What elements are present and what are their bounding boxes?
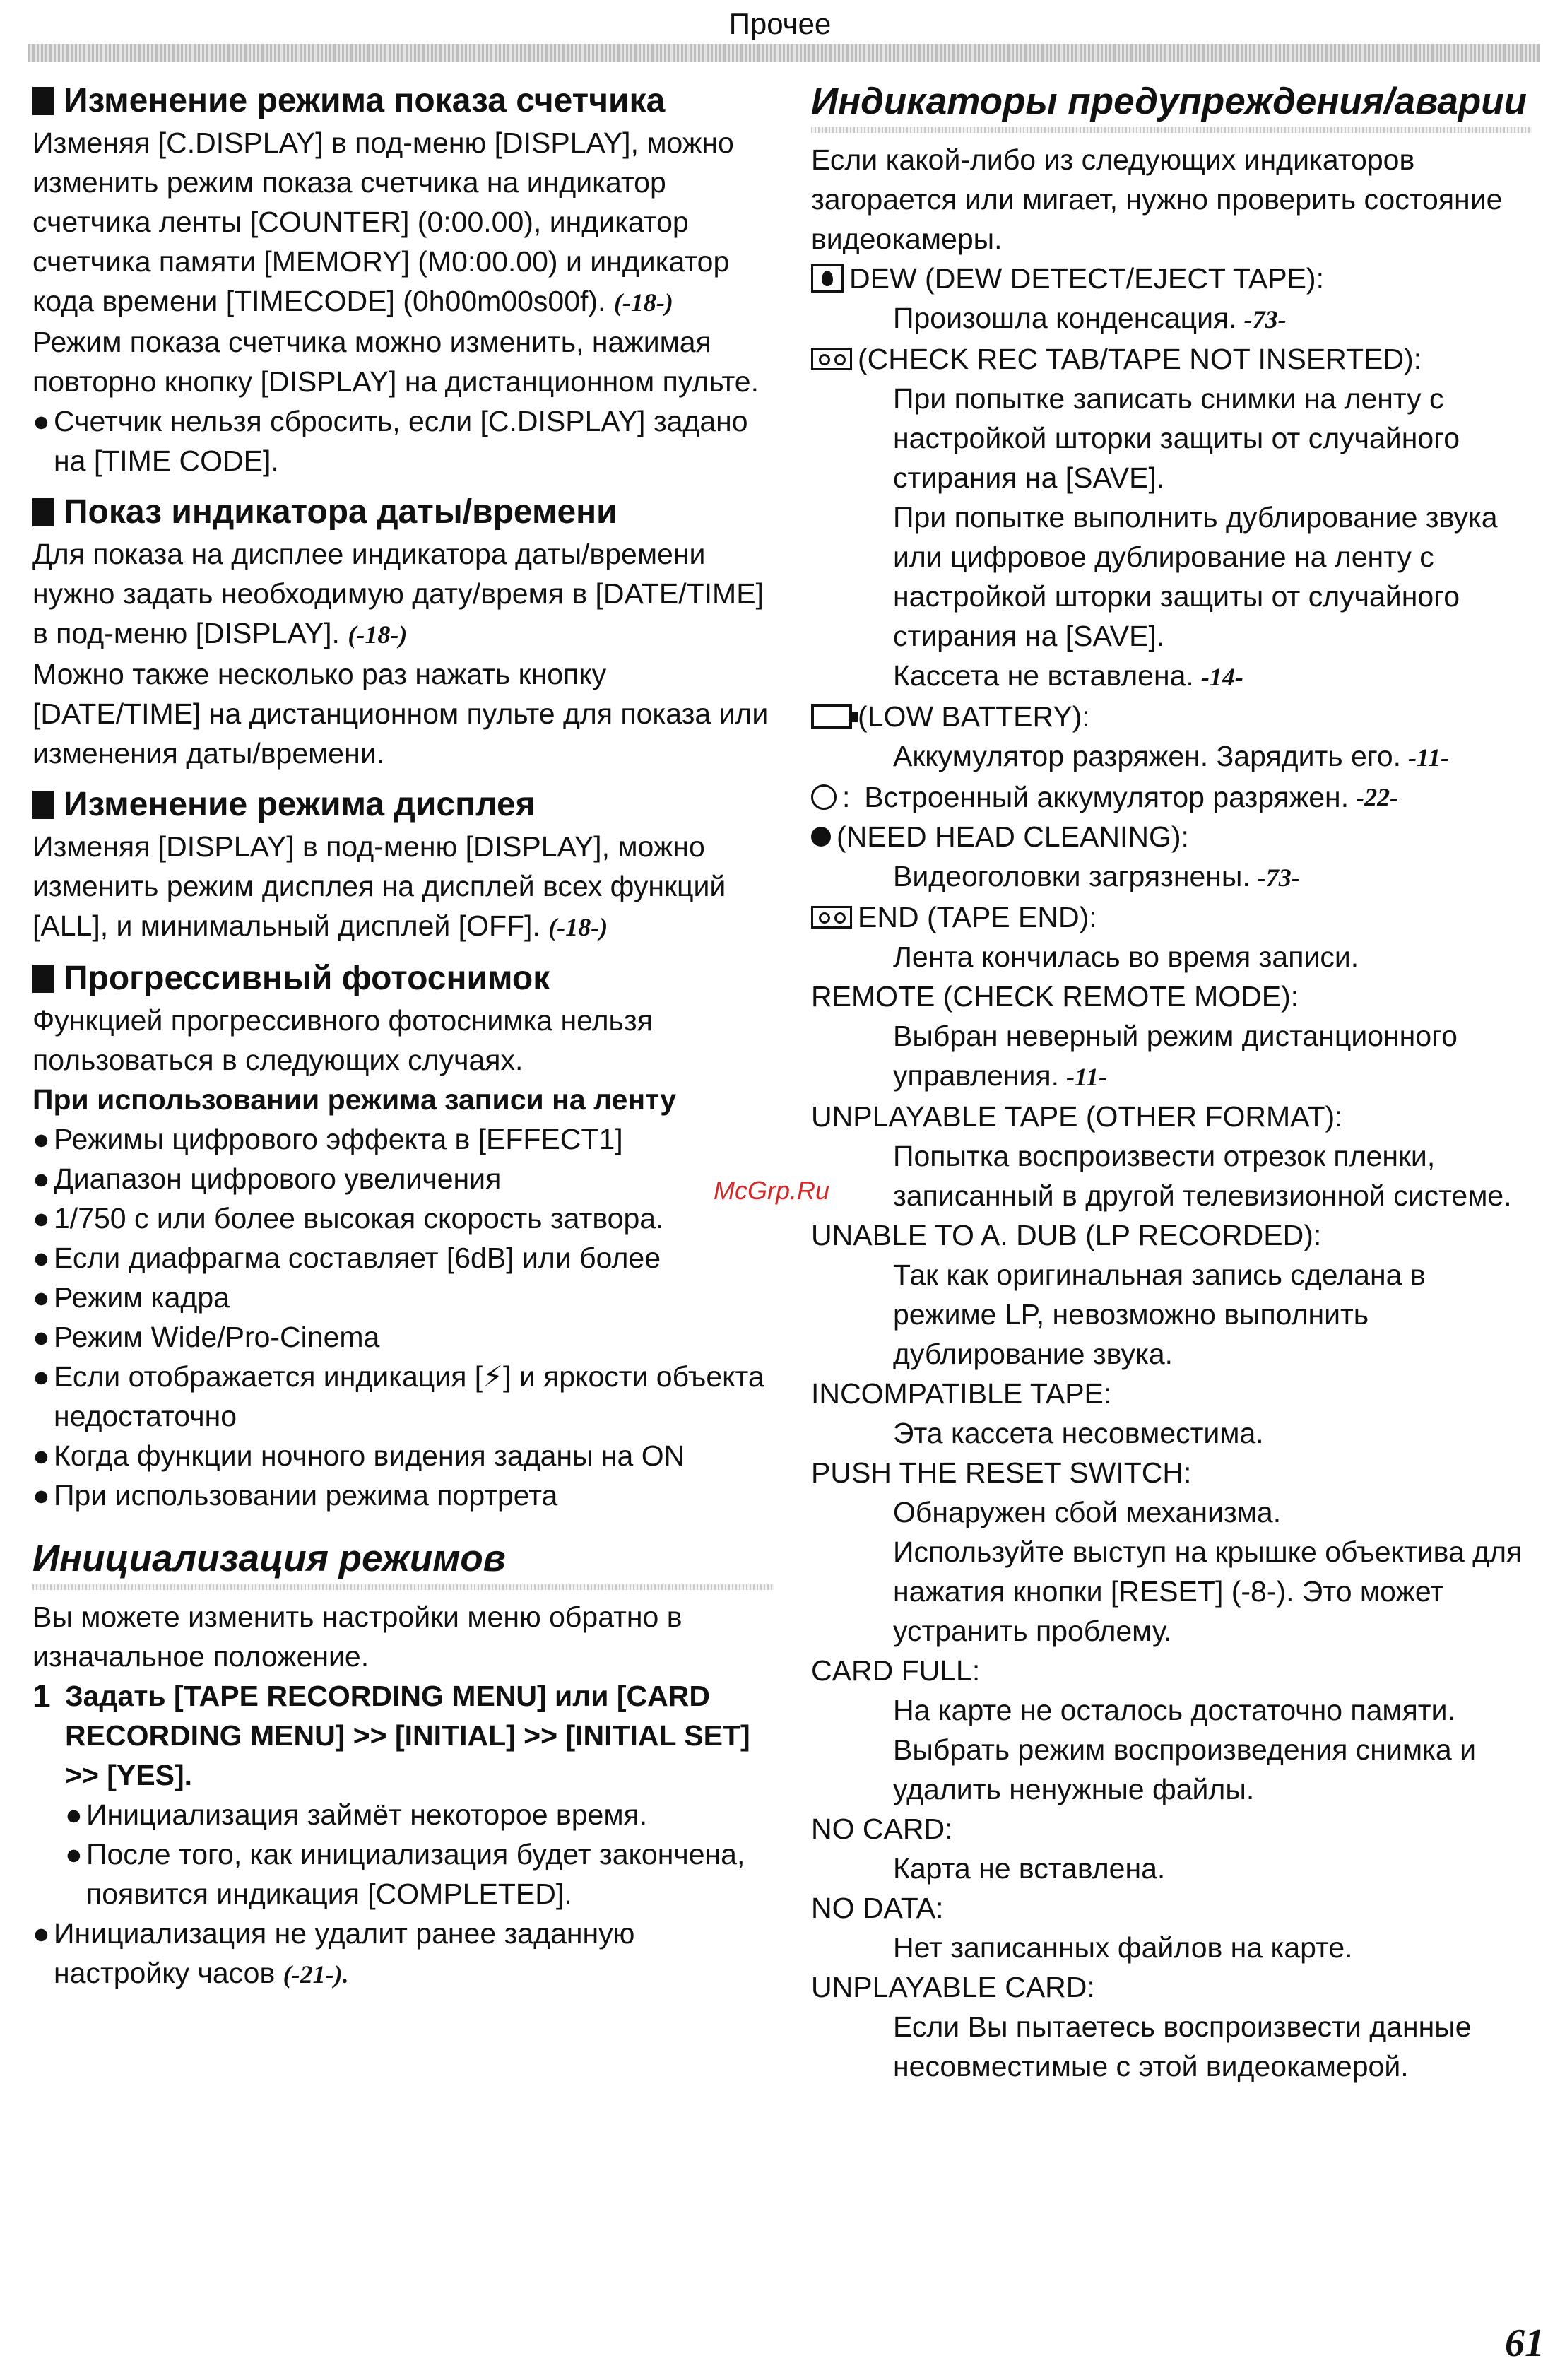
page-ref: -14- <box>1200 663 1243 691</box>
bullet-text: После того, как инициализация будет закончена, появится индикация [COMPLETED]. <box>86 1838 745 1910</box>
section-marker-icon <box>32 498 54 526</box>
warning-item <box>811 1453 1532 1651</box>
bullet-icon: ● <box>32 1321 50 1353</box>
warning-description-text: Нет записанных файлов на карте. <box>893 1931 1353 1964</box>
section-display-mode <box>32 783 774 947</box>
watermark: McGrp.Ru <box>714 1176 830 1205</box>
warning-label: NO CARD: <box>811 1813 953 1845</box>
warning-label-row <box>811 1809 1532 1849</box>
page-number: 61 <box>1505 2321 1544 2365</box>
section-heading <box>32 783 774 827</box>
paragraph-text: Изменяя [C.DISPLAY] в под-меню [DISPLAY], можно изменить режим показа счетчика на индикатор счетчика ленты [COUNTER] (0:00.00), индикатор счетчика памяти [MEMORY] (M0:00.00) и индикатор кода времени [TIMECODE] (0h00m00s00f). <box>32 126 734 317</box>
bullet-icon: ● <box>32 1242 50 1274</box>
section-heading <box>32 79 774 123</box>
page-ref: (-18-) <box>548 913 608 941</box>
warning-item <box>811 817 1532 897</box>
section-title: Показ индикатора даты/времени <box>64 493 618 531</box>
warning-description <box>811 1413 1532 1453</box>
page-ref: (-21-). <box>283 1960 349 1989</box>
warning-description <box>811 736 1532 777</box>
warning-description-text: При попытке записать снимки на ленту с настройкой шторки защиты от случайного стирания на [SAVE]. <box>893 382 1460 494</box>
warning-description <box>811 2007 1532 2086</box>
warning-description <box>811 497 1532 656</box>
warning-description-text: Попытка воспроизвести отрезок пленки, записанный в другой телевизионной системе. <box>893 1140 1512 1212</box>
warning-description-text: Карта не вставлена. <box>893 1852 1166 1885</box>
warning-item <box>811 897 1532 977</box>
tape-end-icon <box>811 906 852 929</box>
warning-label: NO DATA: <box>811 1892 944 1924</box>
bullet-text: Если диафрагма составляет [6dB] или более <box>54 1242 661 1274</box>
bullet-icon: ● <box>32 1360 50 1393</box>
step-text: Задать [TAPE RECORDING MENU] или [CARD RECORDING MENU] >> [INITIAL] >> [INITIAL SET] >> [YES]. <box>65 1680 750 1791</box>
warning-label-row <box>811 977 1532 1016</box>
warning-description-text: Обнаружен сбой механизма. <box>893 1496 1282 1528</box>
paragraph: Функцией прогрессивного фотоснимка нельзя пользоваться в следующих случаях. <box>32 1004 653 1076</box>
warning-label: END (TAPE END): <box>858 901 1097 933</box>
section-marker-icon <box>32 87 54 115</box>
page-header <box>0 0 1560 65</box>
warning-description <box>811 1532 1532 1651</box>
step-number: 1 <box>32 1678 51 1714</box>
bullet-item <box>32 1317 774 1357</box>
page-ref: (-18-) <box>613 288 673 317</box>
page-ref: -73- <box>1257 864 1300 892</box>
step-item <box>32 1676 774 1795</box>
warning-label: UNPLAYABLE CARD: <box>811 1971 1095 2003</box>
bullet-icon: ● <box>32 1202 50 1235</box>
bullet-item <box>32 1436 774 1475</box>
warning-item <box>811 1374 1532 1453</box>
page-ref: -22- <box>1356 783 1399 811</box>
bullet-item <box>65 1834 774 1914</box>
warning-label-row <box>811 1374 1532 1413</box>
warning-label-row <box>811 259 1532 298</box>
bullet-item <box>32 1119 774 1159</box>
bullet-icon: ● <box>32 1917 50 1950</box>
section-progressive-photo <box>32 957 774 1515</box>
warning-description-text: Видеоголовки загрязнены. <box>893 860 1251 892</box>
warning-description <box>811 1849 1532 1888</box>
bullet-text: Инициализация не удалит ранее заданную настройку часов <box>54 1917 635 1989</box>
header-title: Прочее <box>728 7 832 40</box>
warning-description-text: Выбрать режим воспроизведения снимка и удалить ненужные файлы. <box>893 1733 1476 1805</box>
dew-icon <box>811 264 844 293</box>
bullet-text: 1/750 с или более высокая скорость затвора. <box>54 1202 664 1235</box>
warning-description: Встроенный аккумулятор разряжен. <box>864 781 1349 813</box>
section-title: Изменение режима дисплея <box>64 786 536 823</box>
page-ref: -11- <box>1066 1063 1108 1091</box>
warning-description-text: Используйте выступ на крышке объектива для нажатия кнопки [RESET] (-8-). Это может устранить проблему. <box>893 1536 1523 1647</box>
bullet-icon: ● <box>32 1123 50 1155</box>
warning-label: UNPLAYABLE TAPE (OTHER FORMAT): <box>811 1100 1343 1133</box>
section-marker-icon <box>32 791 54 819</box>
warning-label: (NEED HEAD CLEANING): <box>837 820 1189 853</box>
warning-label: (LOW BATTERY): <box>858 700 1090 733</box>
section-heading <box>32 490 774 534</box>
warning-description <box>811 1492 1532 1532</box>
warning-description-text: Аккумулятор разряжен. Зарядить его. <box>893 740 1402 772</box>
header-bar <box>28 44 1540 62</box>
warning-description-text: При попытке выполнить дублирование звука или цифровое дублирование на ленту с настройкой шторки защиты от случайного стирания на [SAVE]. <box>893 501 1498 652</box>
section-marker-icon <box>32 965 54 993</box>
warning-label: CARD FULL: <box>811 1654 981 1687</box>
warning-description-text: Произошла конденсация. <box>893 302 1237 334</box>
bullet-text: Режим Wide/Pro-Cinema <box>54 1321 380 1353</box>
bullet-icon: ● <box>32 405 50 437</box>
paragraph-text: Для показа на дисплее индикатора даты/времени нужно задать необходимую дату/время в [DATE/TIME] в под-меню [DISPLAY]. <box>32 538 764 649</box>
paragraph-text: Изменяя [DISPLAY] в под-меню [DISPLAY], можно изменить режим дисплея на дисплей всех функций [ALL], и минимальный дисплей [OFF]. <box>32 830 726 942</box>
bullet-item <box>32 401 774 481</box>
warning-description <box>811 1016 1532 1097</box>
warning-item <box>811 1809 1532 1888</box>
bullet-item <box>65 1795 774 1834</box>
warning-item <box>811 977 1532 1097</box>
warning-description <box>811 656 1532 697</box>
warning-label-row <box>811 1888 1532 1928</box>
warning-label-row <box>811 1967 1532 2007</box>
paragraph: Режим показа счетчика можно изменить, нажимая повторно кнопку [DISPLAY] на дистанционном пульте. <box>32 326 760 398</box>
subheading: При использовании режима записи на ленту <box>32 1083 677 1116</box>
warning-description-text: Лента кончилась во время записи. <box>893 941 1359 973</box>
warning-description <box>811 298 1532 339</box>
right-column <box>811 79 1532 2086</box>
head-cleaning-icon <box>811 827 831 847</box>
warning-description-text: Кассета не вставлена. <box>893 659 1194 692</box>
warning-label: UNABLE TO A. DUB (LP RECORDED): <box>811 1219 1322 1251</box>
bullet-item <box>32 1278 774 1317</box>
bullet-text: Если отображается индикация [⚡︎] и яркости объекта недостаточно <box>54 1360 764 1432</box>
warning-description-text: На карте не осталось достаточно памяти. <box>893 1694 1455 1726</box>
title-rule <box>811 127 1532 133</box>
bullet-text: Режим кадра <box>54 1281 230 1314</box>
warning-description <box>811 1690 1532 1730</box>
section-heading <box>32 957 774 1001</box>
bullet-text: При использовании режима портрета <box>54 1479 558 1512</box>
bullet-icon: ● <box>32 1162 50 1195</box>
warning-description-text: Выбран неверный режим дистанционного управления. <box>893 1020 1458 1092</box>
bullet-item <box>32 1914 774 1994</box>
warnings-title: Индикаторы предупреждения/аварии <box>811 81 1528 122</box>
warning-description <box>811 937 1532 977</box>
page-ref: (-18-) <box>348 620 408 649</box>
bullet-icon: ● <box>65 1798 83 1831</box>
warning-description <box>811 1928 1532 1967</box>
paragraph <box>32 123 774 322</box>
warning-label-row <box>811 1215 1532 1255</box>
warnings-intro: Если какой-либо из следующих индикаторов загорается или мигает, нужно проверить состояние видеокамеры. <box>811 143 1503 255</box>
bullet-item <box>32 1159 774 1198</box>
warning-description <box>811 379 1532 497</box>
warning-description <box>811 856 1532 897</box>
section-counter-mode <box>32 79 774 481</box>
bullet-icon: ● <box>32 1479 50 1512</box>
warning-item <box>811 259 1532 339</box>
warning-item <box>811 697 1532 777</box>
bullet-icon: ● <box>65 1838 83 1871</box>
builtin-battery-icon <box>811 784 837 810</box>
warning-description-text: Если Вы пытаетесь воспроизвести данные несовместимые с этой видеокамерой. <box>893 2010 1472 2082</box>
step-bullet-list <box>32 1795 774 1914</box>
section-date-time <box>32 490 774 773</box>
bullet-icon: ● <box>32 1281 50 1314</box>
section-initialization <box>32 1536 774 1994</box>
warning-label: (CHECK REC TAB/TAPE NOT INSERTED): <box>858 343 1422 375</box>
warning-label: INCOMPATIBLE TAPE: <box>811 1377 1112 1410</box>
warning-label-row <box>811 1097 1532 1136</box>
section-title: Прогрессивный фотоснимок <box>64 960 550 997</box>
warning-description-text: Эта кассета несовместима. <box>893 1417 1264 1449</box>
warning-label-row <box>811 1651 1532 1690</box>
cassette-icon <box>811 348 852 370</box>
bullet-text: Инициализация займёт некоторое время. <box>86 1798 648 1831</box>
warning-label: DEW (DEW DETECT/EJECT TAPE): <box>849 262 1324 295</box>
battery-icon <box>811 704 852 729</box>
warning-label: REMOTE (CHECK REMOTE MODE): <box>811 980 1299 1013</box>
section-title: Инициализация режимов <box>32 1538 506 1579</box>
left-column <box>32 79 774 1994</box>
bullet-icon: ● <box>32 1439 50 1472</box>
warning-label: PUSH THE RESET SWITCH: <box>811 1456 1192 1489</box>
section-title: Изменение режима показа счетчика <box>64 82 666 119</box>
warning-label-row <box>811 1453 1532 1492</box>
warning-item <box>811 1888 1532 1967</box>
warning-item <box>811 339 1532 697</box>
paragraph: Можно также несколько раз нажать кнопку [DATE/TIME] на дистанционном пульте для показа или изменения даты/времени. <box>32 658 769 770</box>
paragraph: Вы можете изменить настройки меню обратно в изначальное положение. <box>32 1601 682 1673</box>
bullet-item <box>32 1198 774 1238</box>
paragraph <box>32 827 774 947</box>
bullet-item <box>32 1357 774 1436</box>
warning-item <box>811 1097 1532 1215</box>
warning-item <box>811 1651 1532 1809</box>
bullet-text: Когда функции ночного видения заданы на ON <box>54 1439 685 1472</box>
title-rule <box>32 1584 774 1590</box>
warning-description <box>811 1255 1532 1374</box>
warning-list <box>811 259 1532 2086</box>
bullet-text: Диапазон цифрового увеличения <box>54 1162 502 1195</box>
bullet-text: Режимы цифрового эффекта в [EFFECT1] <box>54 1123 623 1155</box>
warning-label-row <box>811 817 1532 856</box>
warning-item <box>811 1215 1532 1374</box>
page-ref: -73- <box>1243 305 1287 334</box>
warning-label-row <box>811 897 1532 937</box>
bullet-item <box>32 1475 774 1515</box>
page-ref: -11- <box>1408 743 1450 772</box>
bullet-text: Счетчик нельзя сбросить, если [C.DISPLAY] задано на [TIME CODE]. <box>54 405 748 477</box>
warning-description <box>811 1730 1532 1809</box>
bullet-list <box>32 1119 774 1515</box>
warning-label-row <box>811 697 1532 736</box>
warning-label-row <box>811 777 1532 817</box>
bullet-item <box>32 1238 774 1278</box>
warning-item <box>811 777 1532 817</box>
warning-label-row <box>811 339 1532 379</box>
warning-description <box>811 1136 1532 1215</box>
paragraph <box>32 534 774 654</box>
warning-label: : <box>842 781 851 813</box>
warning-description-text: Так как оригинальная запись сделана в режиме LP, невозможно выполнить дублирование звука. <box>893 1259 1426 1370</box>
warning-item <box>811 1967 1532 2086</box>
